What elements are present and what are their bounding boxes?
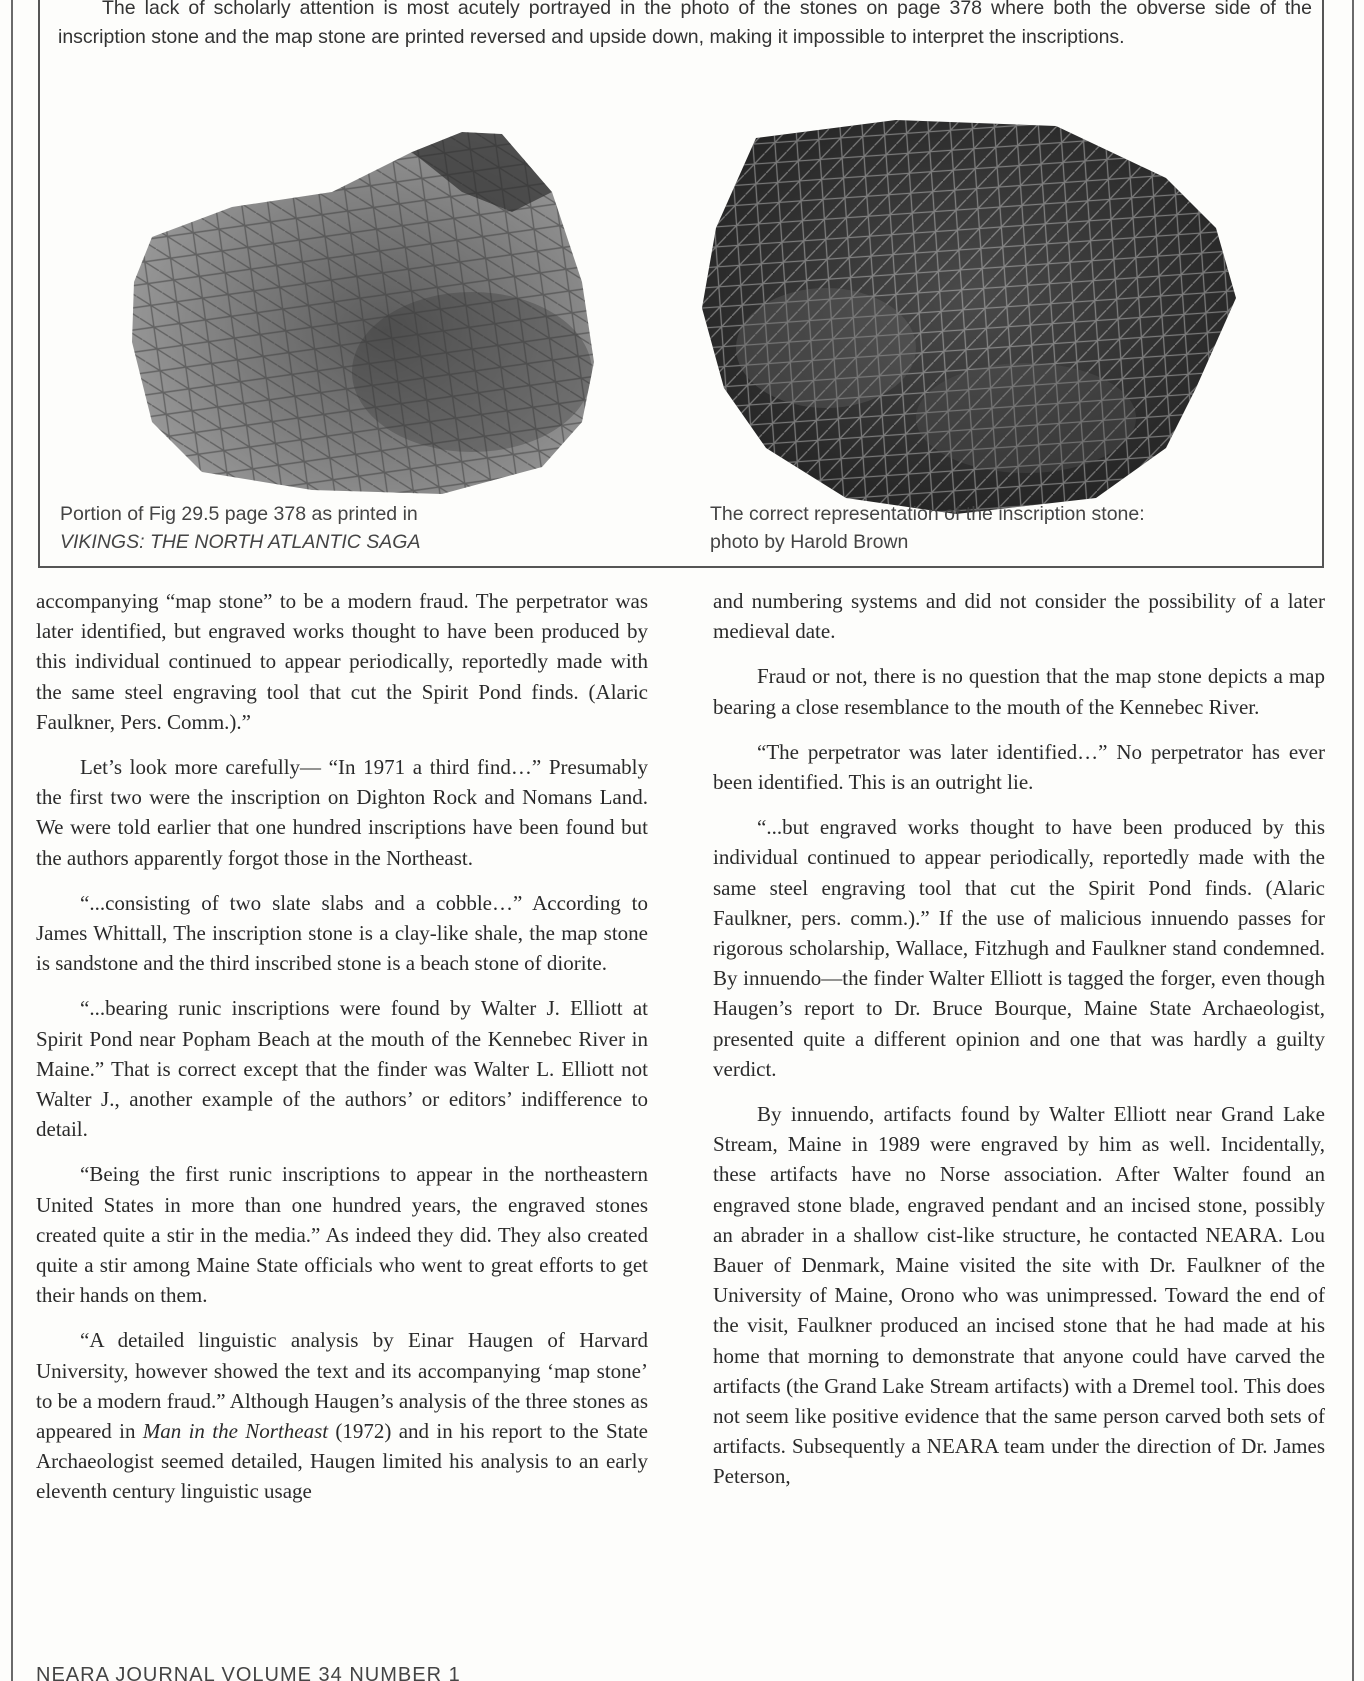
caption-left-line-1: Portion of Fig 29.5 page 378 as printed in	[60, 503, 418, 525]
page-edge-left	[11, 0, 13, 1681]
paragraph: and numbering systems and did not consider the possibility of a later medieval date.	[713, 589, 1325, 644]
paragraph: Fraud or not, there is no question that the map stone depicts a map bearing a close resemblance to the mouth of the Kennebec River.	[713, 664, 1325, 719]
inscription-stone-photo-correct	[696, 118, 1258, 518]
paragraph: “...bearing runic inscriptions were found by Walter J. Elliott at Spirit Pond near Popham Beach at the mouth of the Kennebec River in Maine.” That is correct except that the finder was Walter L. Elliott not Walter J., another example of the authors’ or editors’ indifference to detail.	[36, 996, 648, 1142]
page-edge-right	[1352, 0, 1354, 1681]
figure-caption-left	[60, 500, 580, 556]
running-footer: NEARA JOURNAL VOLUME 34 NUMBER 1	[36, 1664, 461, 1681]
caption-left-book-title: VIKINGS: THE NORTH ATLANTIC SAGA	[60, 531, 421, 553]
paragraph	[36, 1325, 648, 1506]
paragraph: “...consisting of two slate slabs and a cobble…” According to James Whittall, The inscription stone is a clay-like shale, the map stone is sandstone and the third inscribed stone is a beach stone of diorite.	[36, 890, 648, 976]
paragraph: “...but engraved works thought to have been produced by this individual continued to appear periodically, reportedly made with the same steel engraving tool that cut the Spirit Pond finds. (Alaric Faulkner, pers. comm.).” If the use of malicious innuendo passes for rigorous scholarship, Wallace, Fitzhugh and Faulkner stand condemned. By innuendo—the finder Walter Elliott is tagged the forger, even though Haugen’s report to Dr. Bruce Bourque, Maine State Archaeologist, presented quite a different opinion and one that was hardly a guilty verdict.	[713, 815, 1325, 1081]
paragraph: “Being the first runic inscriptions to appear in the northeastern United States in more than one hundred years, the engraved stones created quite a stir in the media.” As indeed they did. They also created quite a stir among Maine State officials who went to great efforts to get their hands on them.	[36, 1162, 648, 1308]
text-column-right	[713, 586, 1325, 1507]
journal-title: Man in the Northeast	[142, 1419, 329, 1444]
figure-caption-right	[710, 500, 1270, 556]
paragraph-text: “A detailed linguistic analysis by Einar Haugen of Harvard University, however showed the text and its accompanying ‘map stone’ to be a modern fraud.” Although Haugen’s analysis of the three stones as appeared in	[36, 1328, 648, 1444]
paragraph: Let’s look more carefully— “In 1971 a third find…” Presumably the first two were the inscription on Dighton Rock and Nomans Land. We were told earlier that one hundred inscriptions have been found but the authors apparently forgot those in the Northeast.	[36, 755, 648, 870]
paragraph: “The perpetrator was later identified…” No perpetrator has ever been identified. This is an outright lie.	[713, 739, 1325, 795]
map-stone-photo-reversed	[112, 122, 652, 500]
figure-intro-text: The lack of scholarly attention is most acutely portrayed in the photo of the stones on page 378 where both the obverse side of the inscription stone and the map stone are printed reversed and upside down, making it impossible to interpret the inscriptions.	[58, 0, 1312, 48]
caption-right-line-2: photo by Harold Brown	[710, 531, 909, 553]
paragraph: By innuendo, artifacts found by Walter Elliott near Grand Lake Stream, Maine in 1989 were engraved by him as well. Incidentally, these artifacts have no Norse association. After Walter found an engraved stone blade, engraved pendant and an incised stone, possibly an abrader in a shallow cist-like structure, he contacted NEARA. Lou Bauer of Denmark, Maine visited the site with Dr. Faulkner of the University of Maine, Orono who was unimpressed. Toward the end of the visit, Faulkner produced an incised stone that he had made at his home that morning to demonstrate that anyone could have carved the artifacts (the Grand Lake Stream artifacts) with a Dremel tool. This does not seem like positive evidence that the same person carved both sets of artifacts. Subsequently a NEARA team under the direction of Dr. James Peterson,	[713, 1102, 1325, 1489]
text-column-left	[36, 586, 648, 1522]
paragraph: accompanying “map stone” to be a modern fraud. The perpetrator was later identified, but engraved works thought to have been produced by this individual continued to appear periodically, reportedly made with the same steel engraving tool that cut the Spirit Pond finds. (Alaric Faulkner, Pers. Comm.).”	[36, 589, 648, 734]
caption-right-line-1: The correct representation of the inscription stone:	[710, 503, 1145, 525]
paragraph-text: (1972) and in his report to the State Archaeologist seemed detailed, Haugen limited his analysis to an early eleventh century linguistic usage	[36, 1419, 648, 1504]
